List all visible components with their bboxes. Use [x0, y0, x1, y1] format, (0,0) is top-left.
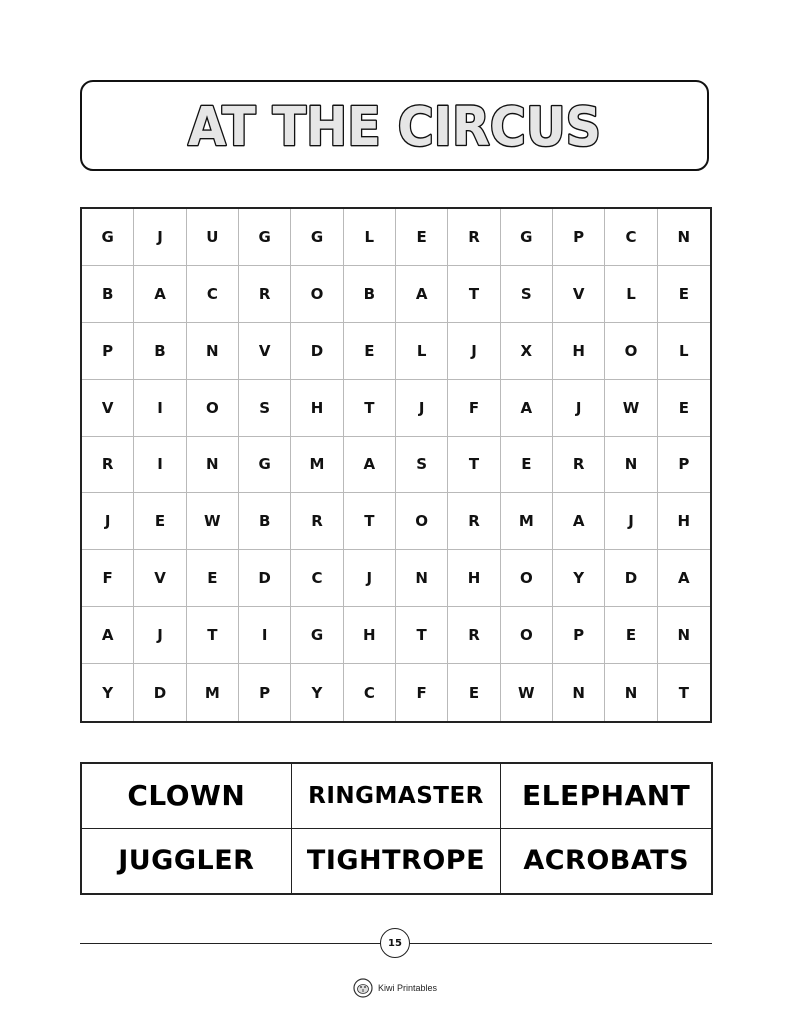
grid-cell: G	[82, 209, 134, 266]
word-label: CLOWN	[127, 779, 246, 813]
grid-cell: B	[239, 493, 291, 550]
page-number: 15	[380, 928, 410, 958]
grid-cell: T	[448, 437, 500, 494]
grid-cell: C	[187, 266, 239, 323]
grid-cell: J	[396, 380, 448, 437]
grid-cell: Y	[82, 664, 134, 721]
grid-cell: O	[605, 323, 657, 380]
grid-cell: R	[82, 437, 134, 494]
title-art	[82, 82, 707, 169]
grid-cell: E	[448, 664, 500, 721]
word-label: ACROBATS	[523, 845, 690, 877]
word-list-item	[82, 764, 292, 829]
grid-cell: D	[134, 664, 186, 721]
grid-cell: W	[187, 493, 239, 550]
grid-cell: F	[82, 550, 134, 607]
brand-name: Kiwi Printables	[378, 983, 438, 993]
grid-cell: H	[553, 323, 605, 380]
kiwi-bird-icon	[352, 977, 374, 999]
grid-cell: R	[239, 266, 291, 323]
grid-cell: H	[658, 493, 710, 550]
grid-cell: N	[187, 437, 239, 494]
grid-cell: L	[605, 266, 657, 323]
grid-cell: H	[448, 550, 500, 607]
grid-cell: G	[291, 209, 343, 266]
grid-cell: P	[82, 323, 134, 380]
grid-cell: L	[658, 323, 710, 380]
grid-cell: B	[134, 323, 186, 380]
grid-cell: T	[344, 380, 396, 437]
grid-cell: C	[344, 664, 396, 721]
grid-cell: A	[396, 266, 448, 323]
grid-cell: R	[448, 493, 500, 550]
grid-cell: F	[448, 380, 500, 437]
grid-cell: A	[501, 380, 553, 437]
grid-cell: D	[605, 550, 657, 607]
word-list	[80, 762, 713, 895]
grid-cell: G	[239, 437, 291, 494]
title-banner	[80, 80, 709, 171]
grid-cell: Y	[553, 550, 605, 607]
grid-cell: S	[396, 437, 448, 494]
grid-cell: N	[605, 664, 657, 721]
grid-cell: V	[134, 550, 186, 607]
grid-cell: E	[134, 493, 186, 550]
word-label: ELEPHANT	[522, 779, 691, 813]
grid-cell: D	[239, 550, 291, 607]
grid-cell: I	[134, 380, 186, 437]
grid-cell: P	[553, 607, 605, 664]
grid-cell: N	[553, 664, 605, 721]
grid-cell: M	[187, 664, 239, 721]
grid-cell: L	[344, 209, 396, 266]
grid-cell: J	[605, 493, 657, 550]
grid-cell: C	[291, 550, 343, 607]
grid-cell: E	[501, 437, 553, 494]
grid-cell: J	[134, 209, 186, 266]
grid-cell: H	[344, 607, 396, 664]
grid-cell: G	[291, 607, 343, 664]
grid-cell: N	[605, 437, 657, 494]
grid-cell: H	[291, 380, 343, 437]
grid-cell: S	[239, 380, 291, 437]
word-list-item	[501, 829, 711, 894]
word-label: JUGGLER	[118, 845, 255, 877]
word-label: TIGHTROPE	[306, 845, 486, 877]
grid-cell: E	[658, 266, 710, 323]
grid-cell: T	[344, 493, 396, 550]
grid-cell: A	[658, 550, 710, 607]
grid-cell: W	[501, 664, 553, 721]
grid-cell: T	[448, 266, 500, 323]
grid-cell: E	[344, 323, 396, 380]
grid-cell: E	[658, 380, 710, 437]
grid-cell: N	[396, 550, 448, 607]
grid-cell: E	[187, 550, 239, 607]
page-title: AT THE CIRCUS	[187, 95, 602, 159]
grid-cell: U	[187, 209, 239, 266]
grid-cell: V	[82, 380, 134, 437]
grid-cell: X	[501, 323, 553, 380]
grid-cell: I	[239, 607, 291, 664]
grid-cell: J	[134, 607, 186, 664]
grid-cell: P	[239, 664, 291, 721]
grid-cell: R	[448, 209, 500, 266]
grid-cell: F	[396, 664, 448, 721]
grid-cell: D	[291, 323, 343, 380]
grid-cell: A	[82, 607, 134, 664]
grid-cell: T	[678, 683, 689, 702]
grid-cell: J	[448, 323, 500, 380]
grid-cell: O	[187, 380, 239, 437]
grid-cell: I	[134, 437, 186, 494]
grid-cell: O	[501, 550, 553, 607]
grid-cell: O	[396, 493, 448, 550]
grid-cell: A	[344, 437, 396, 494]
grid-cell: N	[187, 323, 239, 380]
grid-cell: T	[187, 607, 239, 664]
grid-cell: G	[239, 209, 291, 266]
grid-cell: T	[396, 607, 448, 664]
grid-cell: O	[291, 266, 343, 323]
grid-cell: C	[605, 209, 657, 266]
word-list-item	[292, 829, 502, 894]
grid-cell: Y	[291, 664, 343, 721]
word-list-item	[292, 764, 502, 829]
grid-cell: B	[344, 266, 396, 323]
grid-cell: P	[658, 437, 710, 494]
grid-cell: L	[396, 323, 448, 380]
grid-cell: S	[501, 266, 553, 323]
brand-footer	[352, 977, 437, 999]
grid-cell: E	[396, 209, 448, 266]
grid-cell: R	[291, 493, 343, 550]
grid-cell: A	[134, 266, 186, 323]
grid-cell: G	[501, 209, 553, 266]
grid-cell: N	[658, 209, 710, 266]
word-list-item	[501, 764, 711, 829]
grid-cell: E	[605, 607, 657, 664]
grid-cell: J	[344, 550, 396, 607]
grid-cell: M	[501, 493, 553, 550]
grid-cell: R	[553, 437, 605, 494]
grid-cell: A	[553, 493, 605, 550]
grid-cell: J	[82, 493, 134, 550]
grid-cell: B	[82, 266, 134, 323]
word-search-grid	[80, 207, 712, 723]
word-list-item	[82, 829, 292, 894]
grid-cell: P	[553, 209, 605, 266]
grid-cell: J	[553, 380, 605, 437]
word-label: RINGMASTER	[308, 782, 484, 809]
grid-cell: R	[448, 607, 500, 664]
grid-cell: M	[291, 437, 343, 494]
grid-cell: W	[605, 380, 657, 437]
grid-cell: O	[501, 607, 553, 664]
grid-cell: V	[553, 266, 605, 323]
grid-cell: V	[239, 323, 291, 380]
grid-cell: N	[658, 607, 710, 664]
